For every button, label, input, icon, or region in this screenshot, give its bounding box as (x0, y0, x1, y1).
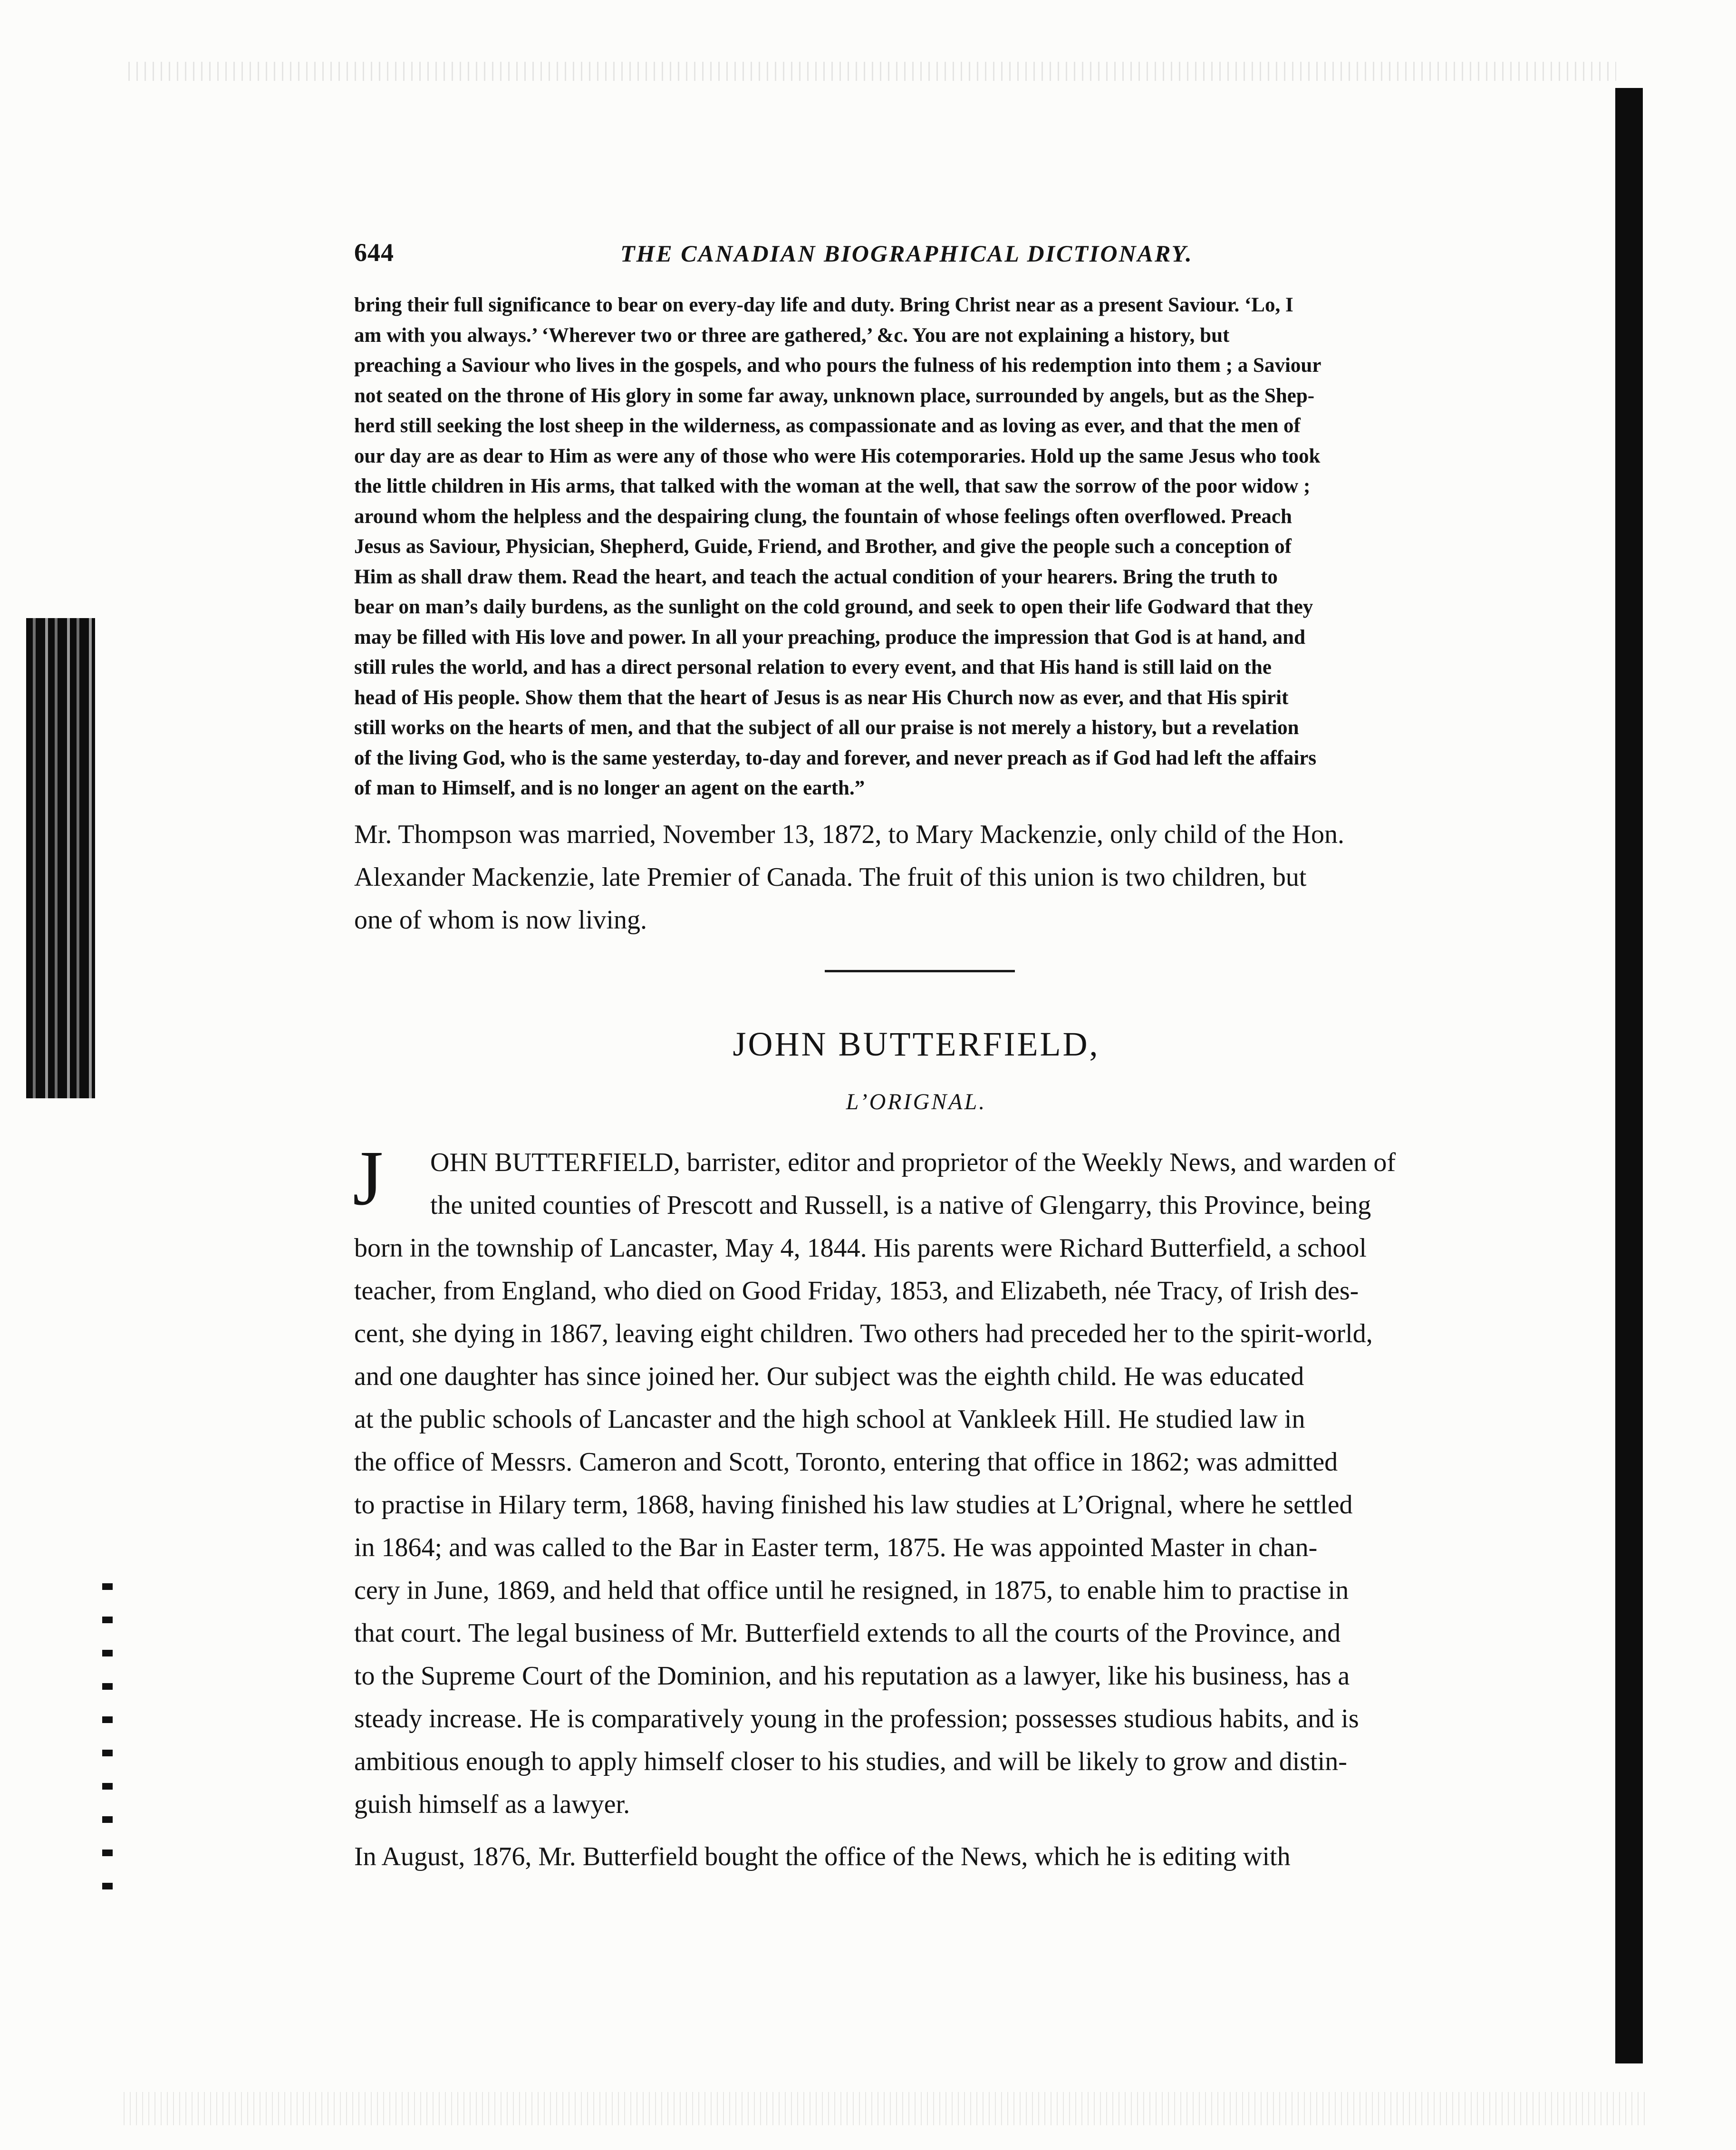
section-divider (825, 970, 1015, 972)
running-title: THE CANADIAN BIOGRAPHICAL DICTIONARY. (620, 240, 1193, 267)
scan-noise-bottom (124, 2092, 1645, 2125)
quoted-sermon-passage: bring their full significance to bear on every-day life and duty. Bring Christ near as a present Saviour. ‘Lo, I am with you always.’ ‘Wherever two or three are gathered,’ &c. You are not explaining a history, but preaching a Saviour who lives in the gospels, and who pours the fulness of his redemption into them ; a Saviour not seated on the throne of His glory in some far away, unknown place, surrounded by angels, but as the Shep- herd still seeking the lost sheep in the wilderness, as compassionate and as loving as ever, and that the men of our day are as dear to Him as were any of those who were His cotemporaries. Hold up the same Jesus who took the little children in His arms, that talked with the woman at the well, that saw the sorrow of the poor widow ; around whom the helpless and the despairing clung, the fountain of whose feelings often overflowed. Preach Jesus as Saviour, Physician, Shepherd, Guide, Friend, and Brother, and give the people such a conception of Him as shall draw them. Read the heart, and teach the actual condition of your hearers. Bring the truth to bear on man’s daily burdens, as the sunlight on the cold ground, and seek to open their life Godward that they may be filled with His love and power. In all your preaching, produce the impression that God is at hand, and still rules the world, and has a direct personal relation to every event, and that His hand is still laid on the head of His people. Show them that the heart of Jesus is as near His Church now as ever, and that His spirit still works on the hearts of men, and that the subject of all our praise is not merely a history, but a revelation of the living God, who is the same yesterday, to-day and forever, and never preach as if God had left the affairs of man to Himself, and is no longer an agent on the earth.” (354, 294, 1321, 799)
section-heading: JOHN BUTTERFIELD, (733, 1025, 1100, 1063)
drop-cap: J (353, 1134, 384, 1221)
biography-paragraph: born in the township of Lancaster, May 4, 1844. His parents were Richard Butterfield, a school teacher, from England, who died on Good Friday, 1853, and Elizabeth, née Tracy, of Irish des- cent, she dying in 1867, leaving eight children. Two others had preceded her to the spirit-world, and one daughter has since joined her. Our subject was the eighth child. He was educated at the public schools of Lancaster and the high school at Vankleek Hill. He studied law in the office of Messrs. Cameron and Scott, Toronto, entering that office in 1862; was admitted to practise in Hilary term, 1868, having finished his law studies at L’Orignal, where he settled in 1864; and was called to the Bar in Easter term, 1875. He was appointed Master in chan- cery in June, 1869, and held that office until he resigned, in 1875, to enable him to practise in that court. The legal business of Mr. Butterfield extends to all the courts of the Province, and to the Supreme Court of the Dominion, and his reputation as a lawyer, like his business, has a steady increase. He is comparatively young in the profession; possesses studious habits, and is ambitious enough to apply himself closer to his studies, and will be likely to grow and distin- guish himself as a lawyer. (354, 1233, 1373, 1819)
scan-noise-top (128, 62, 1616, 81)
running-header (354, 238, 1481, 276)
news-paragraph: In August, 1876, Mr. Butterfield bought the office of the News, which he is editing with (354, 1842, 1291, 1871)
marriage-paragraph: Mr. Thompson was married, November 13, 1872, to Mary Mackenzie, only child of the Hon. Alexander Mackenzie, late Premier of Canada. The fruit of this union is two children, but one of whom is now living. (354, 820, 1344, 935)
scan-edge-left (26, 618, 95, 1098)
scan-marks-left (102, 1583, 113, 1907)
page-number: 644 (354, 238, 394, 267)
scan-edge-right (1615, 88, 1643, 2063)
biography-opening-lines: OHN BUTTERFIELD, barrister, editor and proprietor of the Weekly News, and warden of the united counties of Prescott and Russell, is a native of Glengarry, this Province, being (430, 1148, 1396, 1220)
section-place: L’ORIGNAL. (846, 1089, 987, 1114)
